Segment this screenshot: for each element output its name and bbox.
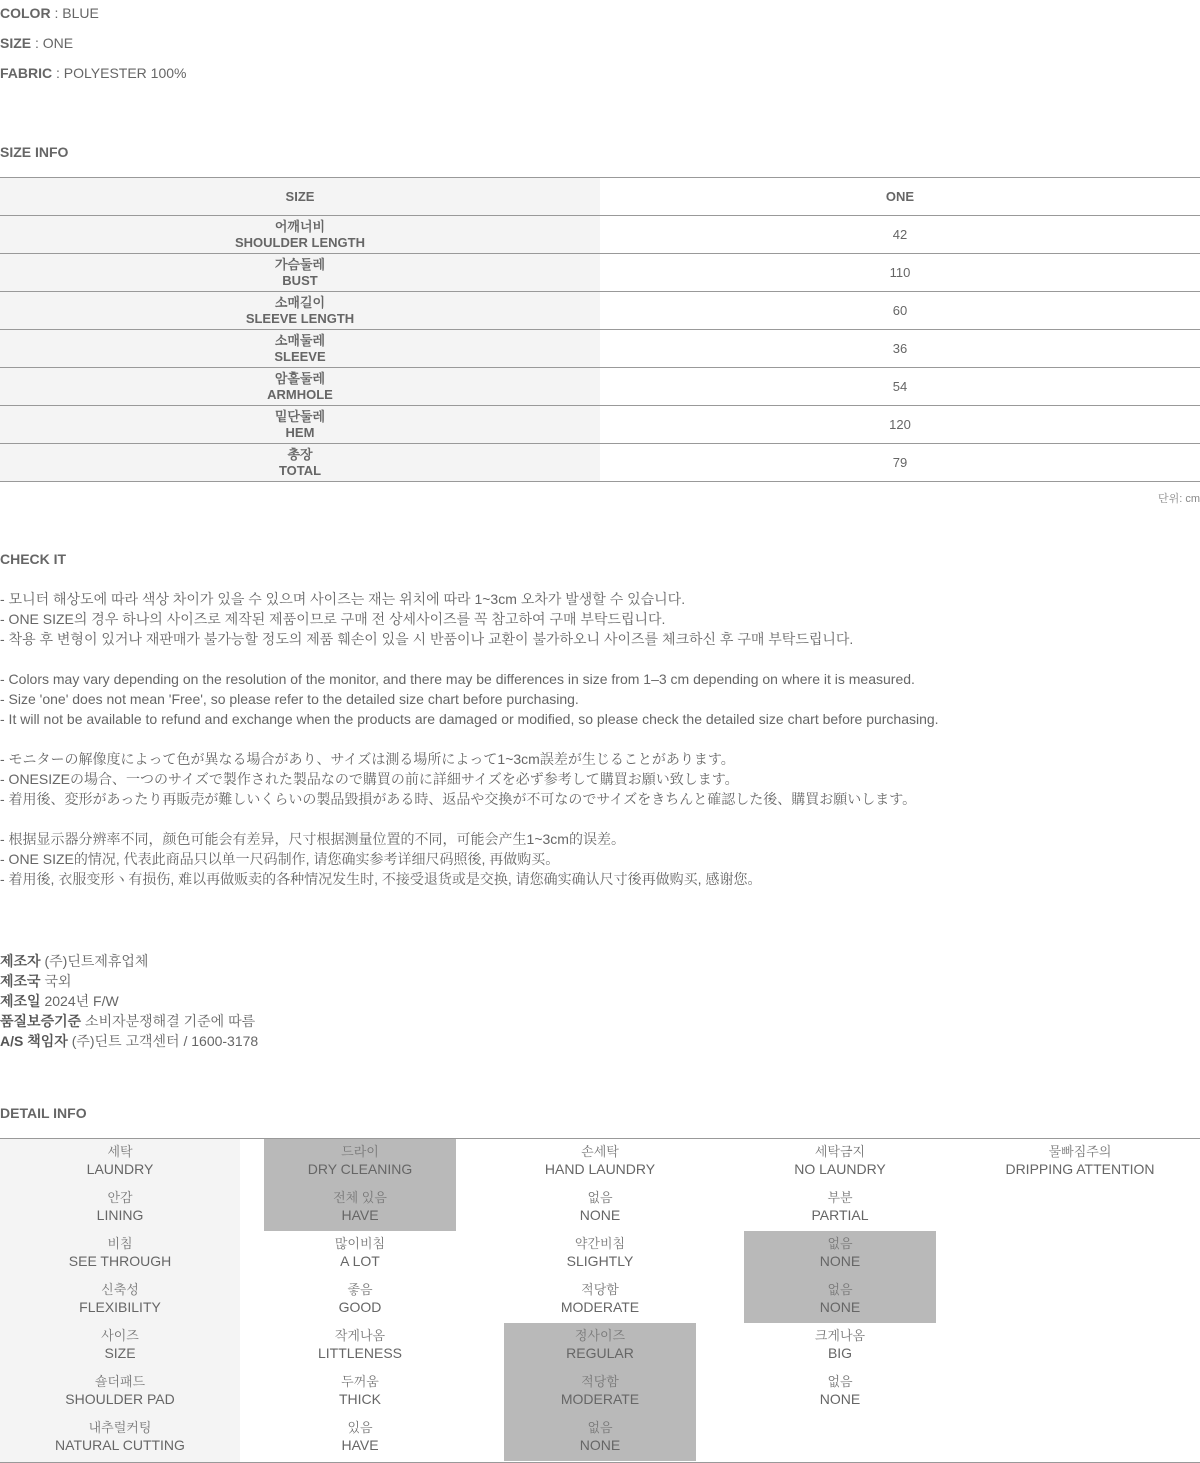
detail-option-selected xyxy=(240,1185,480,1231)
size-label-ko: 소매둘레 xyxy=(274,332,326,348)
check-note: - 根据显示器分辨率不同，颜色可能会有差异，尺寸根据测量位置的不同，可能会产生1~3cm的误差。 xyxy=(0,831,625,847)
check-note: - ONE SIZE의 경우 하나의 사이즈로 제작된 제품이므로 구매 전 상세사이즈를 꼭 참고하여 구매 부탁드립니다. xyxy=(0,611,666,627)
detail-en-text: HAVE xyxy=(341,1437,379,1453)
size-label-ko: 어깨너비 xyxy=(274,218,326,234)
detail-ko-text: 세탁 xyxy=(107,1144,133,1159)
detail-ko-text: 없음 xyxy=(827,1374,853,1389)
size-row-value: 110 xyxy=(889,265,911,280)
info-date xyxy=(0,991,119,1011)
info-key: 제조일 xyxy=(0,993,41,1009)
size-row-label xyxy=(0,216,600,253)
detail-en-text: NONE xyxy=(819,1299,861,1315)
size-label-en: ARMHOLE xyxy=(267,386,333,402)
check-note: - 着用後、変形があったり再販売が難しいくらいの製品毀損がある時、返品や交換が不可なのでサイズをきちんと確認した後、購買お願いします。 xyxy=(0,791,917,807)
detail-option-selected xyxy=(480,1323,720,1369)
detail-en-text: DRY CLEANING xyxy=(307,1161,413,1177)
detail-ko-text: 크게나옴 xyxy=(814,1328,866,1343)
detail-en-text: LITTLENESS xyxy=(317,1345,403,1361)
size-row-value: 36 xyxy=(892,341,908,356)
size-label-en: SLEEVE xyxy=(274,348,326,364)
check-it-title: CHECK IT xyxy=(0,551,67,567)
check-note: - Size 'one' does not mean 'Free', so please refer to the detailed size chart before purchasing. xyxy=(0,691,579,707)
detail-en-text: MODERATE xyxy=(560,1299,640,1315)
size-row xyxy=(0,444,1200,482)
spec-size xyxy=(0,35,73,51)
check-note: - Colors may vary depending on the resolution of the monitor, and there may be differences in size from 1–3 cm depending on where it is measured. xyxy=(0,671,915,687)
detail-row-label xyxy=(0,1231,240,1277)
check-note: - 모니터 해상도에 따라 색상 차이가 있을 수 있으며 사이즈는 재는 위치에 따라 1~3cm 오차가 발생할 수 있습니다. xyxy=(0,591,686,607)
detail-en-text: SHOULDER PAD xyxy=(65,1391,175,1407)
size-row xyxy=(0,216,1200,254)
detail-en-text: FLEXIBILITY xyxy=(79,1299,161,1315)
detail-option xyxy=(240,1415,480,1461)
info-country xyxy=(0,971,72,991)
detail-ko-text: 있음 xyxy=(347,1420,373,1435)
size-row xyxy=(0,368,1200,406)
detail-ko-text: 손세탁 xyxy=(581,1144,619,1159)
detail-option-selected xyxy=(720,1277,960,1323)
spec-key: FABRIC xyxy=(0,65,53,81)
detail-en-text: THICK xyxy=(339,1391,381,1407)
size-label-en: BUST xyxy=(282,272,318,288)
spec-value: : ONE xyxy=(31,35,74,51)
detail-option-selected xyxy=(720,1231,960,1277)
size-row-value: 120 xyxy=(889,417,911,432)
size-label-en: TOTAL xyxy=(278,462,322,478)
detail-en-text: BIG xyxy=(827,1345,853,1361)
detail-ko-text: 부분 xyxy=(827,1190,853,1205)
detail-en-text: LAUNDRY xyxy=(86,1161,154,1177)
size-row-label xyxy=(0,292,600,329)
detail-ko-text: 없음 xyxy=(587,1190,613,1205)
size-label-ko: 가슴둘레 xyxy=(274,256,326,272)
spec-value: : POLYESTER 100% xyxy=(52,65,187,81)
size-label-ko: 소매길이 xyxy=(274,294,326,310)
size-header-value: ONE xyxy=(885,189,915,204)
detail-ko-text: 신축성 xyxy=(101,1282,139,1297)
size-header-label: SIZE xyxy=(0,178,600,215)
size-row-value: 54 xyxy=(892,379,908,394)
info-as xyxy=(0,1031,258,1051)
check-note: - モニターの解像度によって色が異なる場合があり、サイズは測る場所によって1~3cm誤差が生じることがあります。 xyxy=(0,751,735,767)
detail-option xyxy=(720,1369,960,1415)
spec-value: : BLUE xyxy=(50,5,99,21)
detail-en-text: REGULAR xyxy=(566,1345,634,1361)
detail-ko-text: 없음 xyxy=(827,1236,853,1251)
detail-en-text: A LOT xyxy=(340,1253,380,1269)
detail-ko-text: 작게나옴 xyxy=(334,1328,386,1343)
size-label-ko: 밑단둘레 xyxy=(274,408,326,424)
detail-ko-text: 없음 xyxy=(827,1282,853,1297)
info-manufacturer xyxy=(0,951,148,971)
info-value: 소비자분쟁해결 기준에 따름 xyxy=(81,1013,256,1029)
size-table-header xyxy=(0,178,1200,216)
spec-key: COLOR xyxy=(0,5,51,21)
detail-ko-text: 숄더패드 xyxy=(94,1374,146,1389)
size-label-en: SLEEVE LENGTH xyxy=(245,310,355,326)
detail-ko-text: 많이비침 xyxy=(334,1236,386,1251)
detail-ko-text: 사이즈 xyxy=(101,1328,139,1343)
spec-fabric xyxy=(0,65,186,81)
size-row-label xyxy=(0,444,600,481)
detail-row-label xyxy=(0,1323,240,1369)
detail-ko-text: 정사이즈 xyxy=(574,1328,626,1343)
detail-option xyxy=(720,1139,960,1185)
detail-ko-text: 비침 xyxy=(107,1236,133,1251)
detail-en-text: NO LAUNDRY xyxy=(794,1161,886,1177)
size-label-en: SHOULDER LENGTH xyxy=(235,234,365,250)
detail-en-text: SLIGHTLY xyxy=(566,1253,634,1269)
info-value: (주)딘트제휴업체 xyxy=(40,953,149,969)
info-value: 국외 xyxy=(40,973,72,989)
detail-en-text: PARTIAL xyxy=(811,1207,869,1223)
detail-option-selected xyxy=(480,1415,720,1461)
info-value: (주)딘트 고객센터 / 1600-3178 xyxy=(67,1033,259,1049)
detail-ko-text: 물빠짐주의 xyxy=(1048,1144,1112,1159)
detail-option xyxy=(960,1139,1200,1185)
detail-ko-text: 드라이 xyxy=(341,1144,379,1159)
check-note: - ONESIZEの場合、一つのサイズで製作された製品なので購買の前に詳細サイズを必ず参考して購買お願い致します。 xyxy=(0,771,739,787)
info-key: 제조자 xyxy=(0,953,41,969)
detail-en-text: GOOD xyxy=(338,1299,382,1315)
detail-row-label xyxy=(0,1277,240,1323)
detail-ko-text: 좋음 xyxy=(347,1282,373,1297)
spec-color xyxy=(0,5,99,21)
detail-en-text: NONE xyxy=(819,1253,861,1269)
size-row-label xyxy=(0,330,600,367)
info-key: A/S 책임자 xyxy=(0,1033,68,1049)
detail-ko-text: 적당함 xyxy=(581,1282,619,1297)
spec-key: SIZE xyxy=(0,35,32,51)
check-note: - It will not be available to refund and exchange when the products are damaged or modified, so please check the detailed size chart before purchasing. xyxy=(0,711,939,727)
size-row-label xyxy=(0,254,600,291)
detail-row-label xyxy=(0,1139,240,1185)
detail-option xyxy=(720,1185,960,1231)
size-row xyxy=(0,406,1200,444)
detail-option xyxy=(480,1139,720,1185)
size-info-title: SIZE INFO xyxy=(0,144,69,160)
detail-en-text: HAVE xyxy=(341,1207,379,1223)
detail-ko-text: 없음 xyxy=(587,1420,613,1435)
size-label-ko: 암홀둘레 xyxy=(274,370,326,386)
detail-ko-text: 두꺼움 xyxy=(341,1374,379,1389)
detail-ko-text: 내추럴커팅 xyxy=(88,1420,152,1435)
detail-en-text: LINING xyxy=(96,1207,144,1223)
detail-option xyxy=(480,1277,720,1323)
detail-option xyxy=(720,1323,960,1369)
detail-en-text: NONE xyxy=(579,1437,621,1453)
detail-en-text: NONE xyxy=(579,1207,621,1223)
size-row-value: 79 xyxy=(892,455,908,470)
detail-option-selected xyxy=(480,1369,720,1415)
size-row-value: 42 xyxy=(892,227,908,242)
detail-en-text: NATURAL CUTTING xyxy=(55,1437,185,1453)
info-key: 품질보증기준 xyxy=(0,1013,82,1029)
size-row-value: 60 xyxy=(892,303,908,318)
detail-en-text: SIZE xyxy=(104,1345,136,1361)
detail-ko-text: 전체 있음 xyxy=(333,1190,387,1205)
detail-ko-text: 적당함 xyxy=(581,1374,619,1389)
detail-option xyxy=(240,1231,480,1277)
info-key: 제조국 xyxy=(0,973,41,989)
check-note: - 着用後, 衣服变形ヽ有损伤, 难以再做贩卖的各种情况发生时, 不接受退货或是交换, 请您确实确认尺寸後再做购买, 感谢您。 xyxy=(0,871,762,887)
detail-option xyxy=(480,1185,720,1231)
info-value: 2024년 F/W xyxy=(40,993,119,1009)
detail-row-label xyxy=(0,1185,240,1231)
size-row-label xyxy=(0,368,600,405)
size-row xyxy=(0,330,1200,368)
detail-en-text: DRIPPING ATTENTION xyxy=(1005,1161,1155,1177)
detail-option-selected xyxy=(240,1139,480,1185)
detail-option xyxy=(240,1277,480,1323)
detail-grid xyxy=(0,1138,1200,1463)
size-label-ko: 총장 xyxy=(287,446,313,462)
detail-ko-text: 세탁금지 xyxy=(814,1144,866,1159)
detail-option xyxy=(240,1369,480,1415)
detail-row-label xyxy=(0,1415,240,1461)
detail-en-text: HAND LAUNDRY xyxy=(544,1161,656,1177)
size-unit-note: 단위: cm xyxy=(1157,493,1200,505)
detail-ko-text: 안감 xyxy=(107,1190,133,1205)
detail-option xyxy=(240,1323,480,1369)
info-quality xyxy=(0,1011,255,1031)
detail-row-label xyxy=(0,1369,240,1415)
check-note: - ONE SIZE的情况, 代表此商品只以单一尺码制作, 请您确实参考详细尺码照後, 再做购买。 xyxy=(0,851,560,867)
detail-info-title: DETAIL INFO xyxy=(0,1105,87,1121)
detail-option xyxy=(480,1231,720,1277)
detail-en-text: SEE THROUGH xyxy=(68,1253,172,1269)
size-label-en: HEM xyxy=(285,424,315,440)
size-row xyxy=(0,254,1200,292)
size-row xyxy=(0,292,1200,330)
check-note: - 착용 후 변형이 있거나 재판매가 불가능할 정도의 제품 훼손이 있을 시 반품이나 교환이 불가하오니 사이즈를 체크하신 후 구매 부탁드립니다. xyxy=(0,631,854,647)
detail-ko-text: 약간비침 xyxy=(574,1236,626,1251)
detail-en-text: MODERATE xyxy=(560,1391,640,1407)
size-row-label xyxy=(0,406,600,443)
size-table xyxy=(0,177,1200,482)
detail-en-text: NONE xyxy=(819,1391,861,1407)
